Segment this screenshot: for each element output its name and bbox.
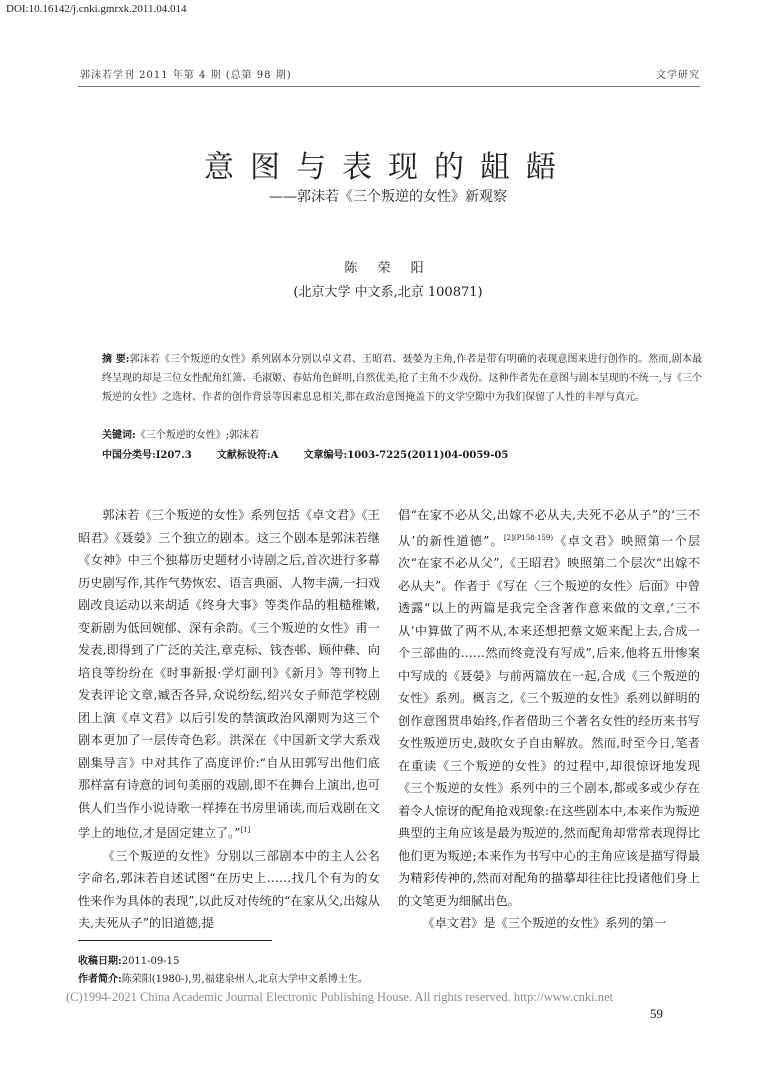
citation-ref: [1] xyxy=(240,826,251,834)
page-number: 59 xyxy=(650,1006,663,1021)
abstract xyxy=(102,350,702,407)
body-paragraph: 《卓文君》是《三个叛逆的女性》系列的第一 xyxy=(422,916,667,931)
document-code: 文献标设符:A xyxy=(216,450,279,461)
body-paragraph: 《三个叛逆的女性》分别以三部剧本中的主人公名字命名,郭沫若自述试图“在历史上……找几个有为的女性来作为具体的表现”,以此反对传统的“在家从父,出嫁从夫,夫死从子”的旧道德,提 xyxy=(78,848,380,931)
author-name: 陈 荣 阳 xyxy=(344,261,432,276)
author-affiliation: (北京大学 中文系,北京 100871) xyxy=(293,285,483,300)
abstract-text: 郭沫若《三个叛逆的女性》系列剧本分别以卓文君、王昭君、聂嫈为主角,作者是带有明确的表现意图来进行创作的。然而,剧本最终呈现的却是三位女性配角红箫、毛淑姬、春姑角色鲜明,自然优美,抢了主角不少戏份。这种作者先在意图与剧本呈现的不统一,与《三个叛逆的女性》之选材、作者的创作背景等因素息息相关,都在政治意图掩盖下的文学空隙中为我们保留了人性的丰厚与真元。 xyxy=(102,354,702,403)
abstract-label: 摘 要: xyxy=(102,354,130,365)
keywords xyxy=(102,426,259,441)
body-paragraph: 倡“在家不必从父,出嫁不必从夫,夫死不必从子”的‘三不从’的新性道德”。$^{[2](P158-159)}$《卓文君》映照第一个层次“在家不必从父”,《王昭君》映照第二个层次“出嫁不必从夫”。作者于《写在〈三个叛逆的女性〉后面》中曾透露“以上的两篇是我完全含著作意来做的文章,‘三不从’中算做了两不从,本来还想把蔡文姬来配上去,合成一个三部曲的……然而终竟没有写成”,后来,他将五卅惨案中写成的《聂嫈》与前两篇放在一起,合成《三个叛逆的女性》系列。概言之,《三个叛逆的女性》系列以鲜明的创作意图贯串始终,作者借助三个著名女性的经历来书写女性叛逆历史,鼓吹女子自由解放。然而,时至今日,笔者在重读《三个叛逆的女性》的过程中,却很惊讶地发现《三个叛逆的女性》系列中的三个剧本,都或多或少存在着令人惊讶的配角抢戏现象:在这些剧本中,本来作为叛逆典型的主角应该是最为叛逆的,然而配角却常常表现得比他们更为叛逆;本来作为书写中心的主角应该是描写得最为精彩传神的,然而对配角的描摹却往往比投诸他们身上的文笔更为细腻出色。 xyxy=(398,508,701,908)
header-rule xyxy=(78,86,700,87)
citation-ref: [2](P158-159) xyxy=(503,533,554,542)
body-paragraph: 郭沫若《三个叛逆的女性》系列包括《卓文君》《王昭君》《聂嫈》三个独立的剧本。这三个剧本是郭沫若继《女神》中三个独幕历史题材小诗剧之后,首次进行多幕历史剧写作,其作气势恢宏、语言典丽、人物丰满,一扫戏剧改良运动以来胡适《终身大事》等类作品的粗糙稚嫩,变新剧为低回婉郁、深有余韵。《三个叛逆的女性》甫一发表,即得到了广泛的关注,章克标、钱杏邨、顾仲彝、向培良等纷纷在《时事新报·学灯副刊》《新月》等刊物上发表评论文章,臧否各异,众说纷纭,绍兴女子师范学校剧团上演《卓文君》以后引发的禁演政治风潮则为这三个剧本更加了一层传奇色彩。洪深在《中国新文学大系戏剧集导言》中对其作了高度评价:“自从田郭写出他们底那样富有诗意的词句美丽的戏剧,即不在舞台上演出,也可供人们当作小说诗歌一样捧在书房里诵读,而后戏剧在文学上的地位,才是固定建立了。”[1] xyxy=(78,508,380,841)
section-header: 文学研究 xyxy=(656,70,700,81)
journal-header: 郭沫若学刊 2011 年第 4 期 (总第 98 期) xyxy=(80,70,292,81)
copyright-watermark: (C)1994-2021 China Academic Journal Electronic Publishing House. All rights reserved. http://www.cnki.net xyxy=(66,990,614,1004)
body-column-left xyxy=(78,504,380,935)
author-bio: 作者简介:陈荣阳(1980-),男,福建泉州人,北京大学中文系博士生。 xyxy=(78,974,368,985)
clc-code: 中国分类号:I207.3 xyxy=(102,450,192,461)
article-title: 意图与表现的龃龉 xyxy=(204,150,572,185)
footnote-rule xyxy=(78,940,272,941)
received-date: 收稿日期:2011-09-15 xyxy=(78,956,180,967)
keywords-text: 《三个叛逆的女性》;郭沫若 xyxy=(135,430,260,441)
keywords-label: 关键词: xyxy=(102,430,136,441)
article-subtitle: ——郭沫若《三个叛逆的女性》新观察 xyxy=(269,189,507,205)
body-column-right xyxy=(398,504,700,935)
doi: DOI:10.16142/j.cnki.gmrxk.2011.04.014 xyxy=(6,3,187,15)
article-number: 文章编号:1003-7225(2011)04-0059-05 xyxy=(303,450,509,461)
classification-line xyxy=(102,446,530,461)
